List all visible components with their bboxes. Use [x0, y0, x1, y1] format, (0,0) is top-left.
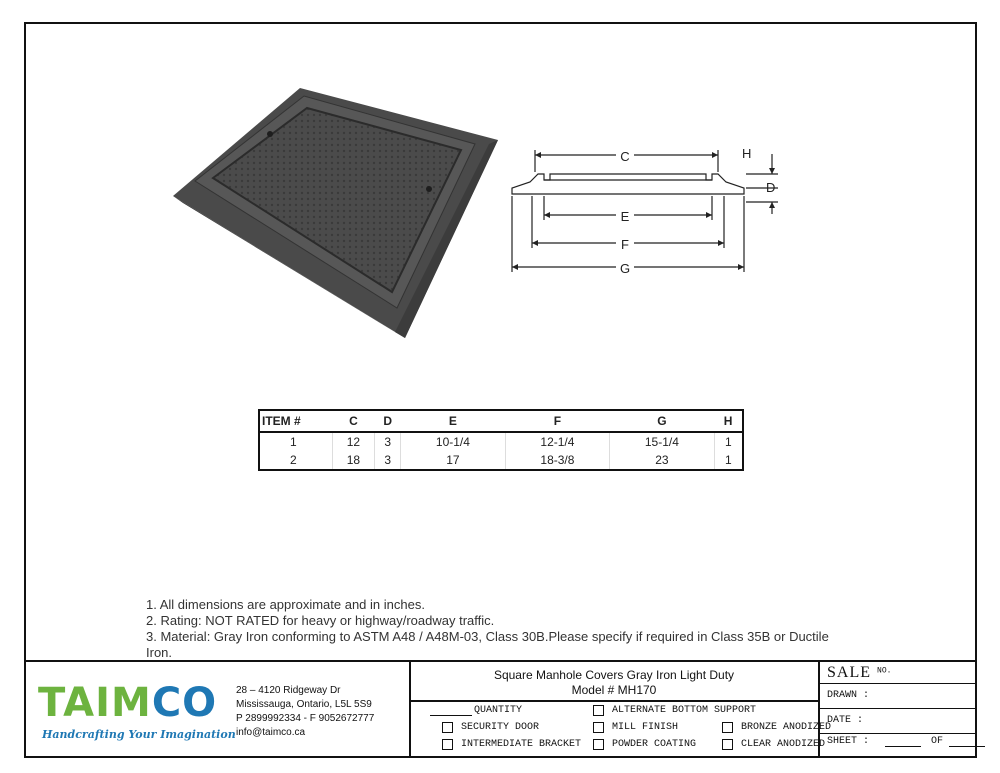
table-header: ITEM # [259, 410, 332, 432]
dim-label-h: H [742, 146, 752, 161]
table-cell: 3 [375, 451, 401, 470]
powder-coating-option[interactable] [593, 739, 696, 750]
drawn-row [819, 684, 977, 709]
mill-finish-option[interactable] [593, 722, 678, 733]
table-cell: 18 [332, 451, 375, 470]
table-cell: 1 [290, 435, 297, 449]
address-line: Mississauga, Ontario, L5L 5S9 [236, 699, 372, 710]
intermediate-bracket-option[interactable] [442, 739, 581, 750]
bronze-anodized-option[interactable] [722, 722, 831, 733]
company-address [236, 684, 374, 740]
table-row [259, 432, 743, 451]
dim-label-g: G [619, 261, 631, 275]
sheet-total-blank[interactable] [949, 737, 985, 747]
quantity-field[interactable] [430, 705, 522, 716]
table-cell: 1 [714, 451, 743, 470]
option-label: BRONZE ANODIZED [741, 722, 832, 733]
table-header: H [714, 410, 743, 432]
title-cell [410, 662, 832, 758]
logo-main-text: TAIM [38, 680, 152, 726]
checkbox[interactable] [442, 722, 453, 733]
address-line: 28 – 4120 Ridgeway Dr [236, 685, 341, 696]
quantity-label: QUANTITY [474, 705, 523, 716]
note-line: Iron. [146, 645, 173, 660]
option-label: POWDER COATING [612, 739, 697, 750]
option-label: SECURITY DOOR [461, 722, 540, 733]
clear-anodized-option[interactable] [722, 739, 825, 750]
security-door-option[interactable] [442, 722, 539, 733]
title-divider [410, 700, 818, 702]
option-label: INTERMEDIATE BRACKET [461, 739, 582, 750]
table-header: C [332, 410, 375, 432]
table-cell: 12 [332, 432, 375, 451]
sheet-number-blank[interactable] [885, 737, 921, 747]
quantity-blank [430, 706, 472, 716]
date-label: DATE : [827, 715, 864, 726]
note-line: 2. Rating: NOT RATED for heavy or highway/roadway traffic. [146, 613, 495, 628]
checkbox[interactable] [722, 739, 733, 750]
logo-accent-text: CO [151, 680, 218, 726]
table-cell: 17 [401, 451, 505, 470]
table-cell: 15-1/4 [610, 432, 714, 451]
company-tagline: Handcrafting Your Imagination [42, 728, 236, 741]
table-header-row [259, 410, 743, 432]
sheet-row [819, 734, 977, 758]
checkbox[interactable] [593, 722, 604, 733]
table-cell: 10-1/4 [401, 432, 505, 451]
table-cell: 12-1/4 [505, 432, 609, 451]
phone-line: P 2899992334 - F 9052672777 [236, 713, 375, 724]
drawing-title: Square Manhole Covers Gray Iron Light Duty [493, 668, 735, 682]
table-header: E [401, 410, 505, 432]
table-cell: 3 [375, 432, 401, 451]
dimension-table [258, 409, 744, 471]
alt-bottom-support-option[interactable] [593, 705, 756, 716]
email-line: info@taimco.ca [236, 727, 306, 738]
table-cell: 2 [290, 453, 297, 467]
title-block [24, 660, 977, 760]
option-label: ALTERNATE BOTTOM SUPPORT [612, 705, 757, 716]
sale-label [827, 664, 891, 682]
of-label: OF [931, 736, 944, 747]
sale-info-cell [819, 662, 977, 758]
sale-no-text: NO. [877, 666, 892, 676]
option-label: CLEAR ANODIZED [741, 739, 826, 750]
drawing-notes [146, 597, 906, 661]
dim-label-c: C [620, 149, 630, 164]
table-cell: 1 [714, 432, 743, 451]
table-header: D [375, 410, 401, 432]
sale-text: SALE [827, 664, 871, 681]
note-line: 1. All dimensions are approximate and in inches. [146, 597, 425, 612]
dim-label-f: F [621, 237, 629, 252]
checkbox[interactable] [593, 739, 604, 750]
checkbox[interactable] [593, 705, 604, 716]
option-label: MILL FINISH [612, 722, 679, 733]
table-row [259, 451, 743, 470]
manhole-cover-isometric-image [173, 88, 498, 338]
checkbox[interactable] [722, 722, 733, 733]
table-cell: 18-3/8 [505, 451, 609, 470]
sale-row [819, 662, 977, 684]
drawn-label: DRAWN : [827, 690, 870, 701]
dim-label-d: D [766, 180, 776, 195]
sheet-label-group [827, 736, 985, 747]
table-header: F [505, 410, 609, 432]
cross-section-drawing [508, 140, 788, 275]
company-info-cell [24, 662, 411, 758]
company-logo [38, 680, 217, 726]
sheet-label: SHEET : [827, 736, 870, 747]
table-cell: 23 [610, 451, 714, 470]
date-row [819, 709, 977, 734]
table-header: G [610, 410, 714, 432]
note-line: 3. Material: Gray Iron conforming to ASTM A48 / A48M-03, Class 30B.Please specify if required in Class 35B or Ductile [146, 629, 829, 644]
model-number: Model # MH170 [571, 683, 657, 697]
checkbox[interactable] [442, 739, 453, 750]
dim-label-e: E [620, 209, 630, 224]
